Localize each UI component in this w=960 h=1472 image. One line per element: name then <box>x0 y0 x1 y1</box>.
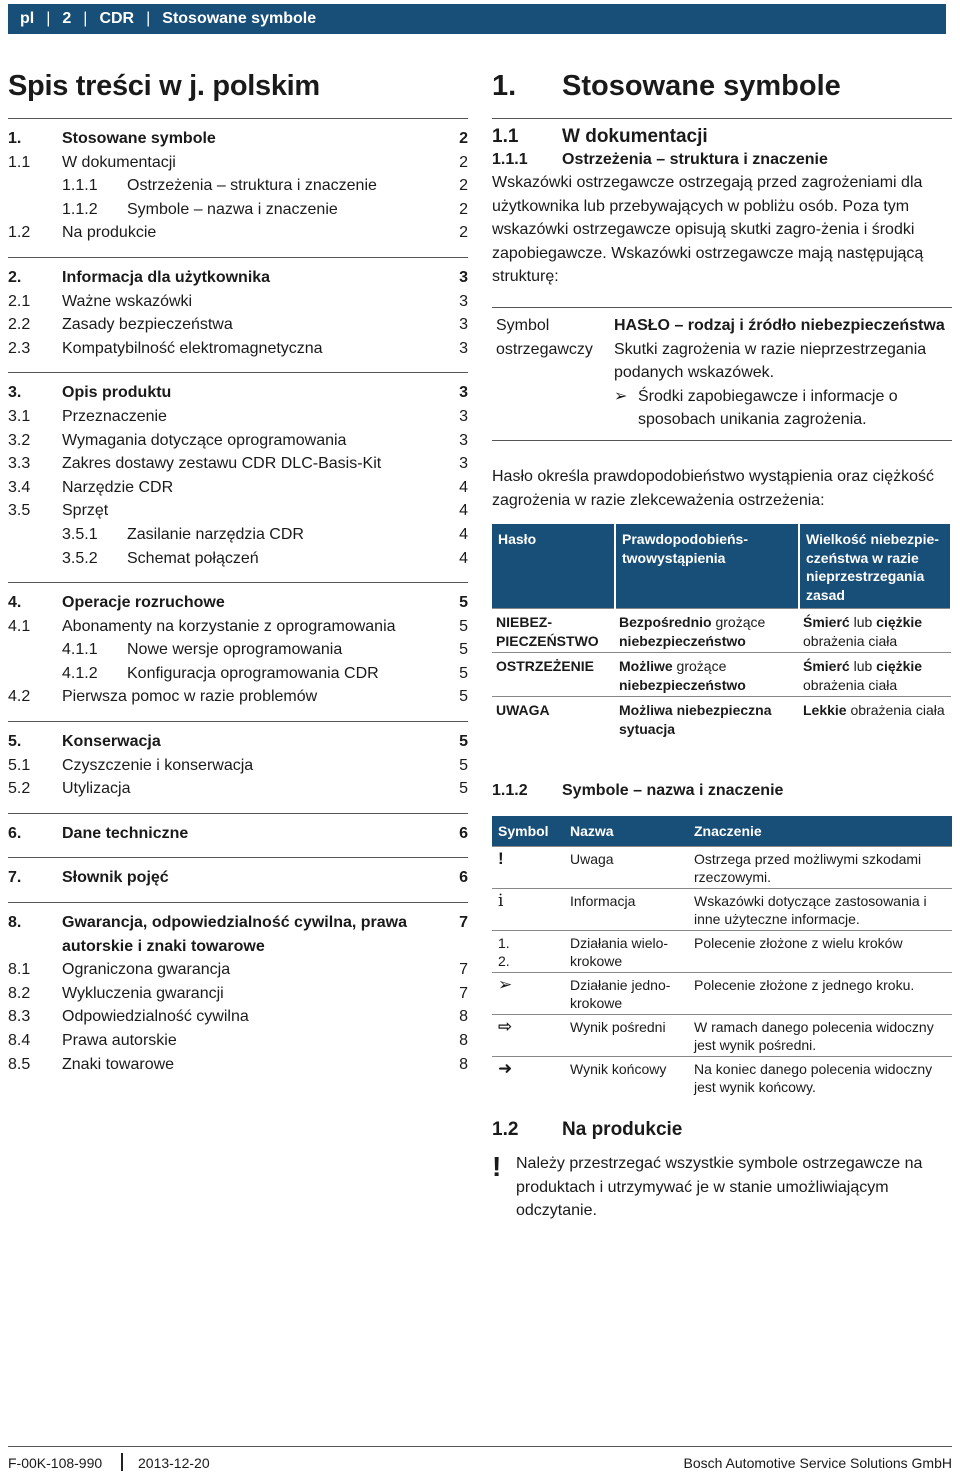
subsubsection-title: Symbole – nazwa i znaczenie <box>562 782 784 800</box>
exclamation-icon: ! <box>492 1151 502 1183</box>
toc-entry[interactable] <box>8 958 468 982</box>
toc-number: 8.4 <box>8 1032 31 1049</box>
probability-text: niebezpieczeństwo <box>619 676 746 693</box>
toc-page: 2 <box>459 153 468 171</box>
toc-entry[interactable] <box>8 662 468 686</box>
header-separator: | <box>83 10 88 27</box>
symbol-meaning: Wskazówki dotyczące zastosowania i inne użyteczne informacje. <box>688 889 952 931</box>
toc-entry[interactable] <box>8 1053 468 1077</box>
toc-page: 3 <box>459 292 468 310</box>
toc-number: 5.2 <box>8 780 31 798</box>
toc-entry[interactable] <box>8 685 468 709</box>
toc-number: 4.2 <box>8 688 31 706</box>
header-lang: pl <box>20 10 35 27</box>
toc-number: 3.3 <box>8 455 31 473</box>
toc-text: Schemat połączeń <box>127 549 259 567</box>
subsection-heading <box>492 1118 952 1142</box>
arrowhead-icon: ➢ <box>498 975 513 995</box>
toc-group <box>8 118 468 257</box>
severity-text: Śmierć <box>803 658 850 675</box>
section-heading <box>492 62 952 110</box>
footer-date: 2013-12-20 <box>138 1455 210 1471</box>
toc-number: 8.1 <box>8 961 31 979</box>
toc-entry[interactable] <box>8 822 468 846</box>
toc-text: Pierwsza pomoc w razie problemów <box>62 688 318 706</box>
probability-text: grożące <box>672 658 727 675</box>
bold-arrow-icon: ➜ <box>498 1059 513 1079</box>
table-row <box>492 653 951 697</box>
warning-symbol-label: Symbol ostrzegawczy <box>496 316 593 358</box>
toc-text: W dokumentacji <box>62 153 176 171</box>
toc-page: 4 <box>459 502 468 520</box>
table-of-contents <box>8 62 468 1088</box>
probability-text: Możliwa <box>619 702 677 719</box>
toc-number: 8.5 <box>8 1055 31 1073</box>
toc-page: 3 <box>459 455 468 473</box>
toc-page: 3 <box>459 431 468 449</box>
toc-number: 8.3 <box>8 1008 31 1026</box>
toc-text: Abonamenty na korzystanie z oprogramowania <box>62 617 396 635</box>
symbol-meaning: Na koniec danego polecenia widoczny jest wynik końcowy. <box>688 1057 952 1099</box>
toc-number: 5. <box>8 733 22 751</box>
signal-word-table <box>492 524 952 740</box>
toc-number: 3.1 <box>8 407 31 425</box>
toc-text: Ostrzeżenia – struktura i znaczenie <box>127 177 377 195</box>
subsection-number: 1.1 <box>492 126 519 147</box>
toc-entry[interactable] <box>8 911 468 958</box>
toc-entry[interactable] <box>8 982 468 1006</box>
symbol-meaning: Polecenie złożone z jednego kroku. <box>688 973 952 1015</box>
toc-text: Znaki towarowe <box>62 1055 175 1073</box>
toc-page: 8 <box>459 1055 468 1073</box>
toc-number: 4.1.2 <box>62 664 98 682</box>
toc-text: Przeznaczenie <box>62 407 167 425</box>
subsubsection-heading <box>492 780 952 802</box>
toc-text: Wymagania dotyczące oprogramowania <box>62 431 347 449</box>
symbol-name: Informacja <box>564 889 688 931</box>
toc-entry[interactable] <box>8 866 468 890</box>
subsubsection-number: 1.1.2 <box>492 782 528 800</box>
symbol-meaning: Polecenie złożone z wielu kroków <box>688 931 952 973</box>
signal-word: NIEBEZ-PIECZEŃSTWO <box>492 609 615 653</box>
symbols-table <box>492 816 952 1098</box>
table-header: Nazwa <box>564 816 688 847</box>
toc-text: Stosowane symbole <box>62 130 216 147</box>
header-separator: | <box>146 10 151 27</box>
toc-text: Gwarancja, odpowiedzialność cywilna, prawa autorskie i znaki towarowe <box>62 914 407 955</box>
header-separator: | <box>46 10 51 27</box>
symbol-name: Działanie jedno-krokowe <box>564 973 688 1015</box>
toc-entry[interactable] <box>8 638 468 662</box>
toc-entry[interactable] <box>8 221 468 245</box>
toc-entry[interactable] <box>8 429 468 453</box>
toc-page: 7 <box>459 961 468 979</box>
warning-measure: Środki zapobiegawcze i informacje o sposobach unikania zagrożenia. <box>638 387 898 429</box>
toc-text: Sprzęt <box>62 502 109 520</box>
section-title: Stosowane symbole <box>562 70 841 102</box>
toc-number: 7. <box>8 869 22 887</box>
toc-entry[interactable] <box>8 730 468 754</box>
toc-entry[interactable] <box>8 381 468 405</box>
toc-text: Narzędzie CDR <box>62 478 174 496</box>
toc-entry[interactable] <box>8 615 468 639</box>
toc-text: Konfiguracja oprogramowania CDR <box>127 664 379 682</box>
subsubsection-number: 1.1.1 <box>492 151 528 168</box>
toc-number: 1.1 <box>8 153 31 171</box>
signal-word: UWAGA <box>492 697 615 741</box>
toc-page: 6 <box>459 824 468 842</box>
numbered-steps-icon: 1. 2. <box>498 935 510 970</box>
severity-cell <box>799 609 951 653</box>
toc-number: 4. <box>8 594 22 612</box>
probability-text: Możliwe <box>619 658 673 675</box>
severity-cell <box>799 653 951 697</box>
severity-text: ciężkie <box>876 658 923 675</box>
table-row <box>492 1015 952 1057</box>
table-row <box>492 931 952 973</box>
probability-text: niebezpieczna sytuacja <box>619 702 772 737</box>
toc-number: 4.1.1 <box>62 641 98 659</box>
toc-group <box>8 721 468 813</box>
probability-cell <box>615 697 799 741</box>
table-row <box>492 973 952 1015</box>
toc-number: 3.4 <box>8 478 31 496</box>
signal-word-paragraph: Hasło określa prawdopodobieństwo wystąpienia oraz ciężkość zagrożenia w razie zlekceważenia ostrzeżenia: <box>492 467 935 509</box>
toc-entry[interactable] <box>8 523 468 547</box>
toc-page: 4 <box>459 525 468 543</box>
toc-number: 2.3 <box>8 339 31 357</box>
toc-entry[interactable] <box>8 198 468 222</box>
product-warning-text: Należy przestrzegać wszystkie symbole ostrzegawcze na produktach i utrzymywać je w stanie umożliwiającym odczytanie. <box>516 1155 923 1220</box>
footer-divider <box>121 1453 123 1471</box>
toc-number: 3.2 <box>8 431 31 449</box>
toc-number: 8. <box>8 914 22 932</box>
subsubsection-title: Ostrzeżenia – struktura i znaczenie <box>562 151 828 168</box>
warning-title: HASŁO – rodzaj i źródło niebezpieczeństwa <box>614 316 945 334</box>
toc-text: Operacje rozruchowe <box>62 594 225 612</box>
toc-group <box>8 813 468 858</box>
toc-number: 1.1.1 <box>62 177 98 195</box>
toc-group <box>8 257 468 372</box>
toc-page: 3 <box>459 268 468 286</box>
toc-page: 2 <box>459 224 468 242</box>
toc-page: 2 <box>459 130 468 147</box>
toc-text: Kompatybilność elektromagnetyczna <box>62 339 323 357</box>
toc-page: 8 <box>459 1008 468 1026</box>
severity-text: lub <box>849 658 877 675</box>
toc-group <box>8 857 468 902</box>
toc-page: 7 <box>459 984 468 1002</box>
toc-entry[interactable] <box>8 1005 468 1029</box>
toc-page: 3 <box>459 339 468 357</box>
toc-number: 2.1 <box>8 292 31 310</box>
toc-number: 3.5.1 <box>62 525 98 543</box>
toc-entry[interactable] <box>8 313 468 337</box>
toc-number: 5.1 <box>8 756 31 774</box>
info-icon: i <box>498 891 504 912</box>
toc-text: Ograniczona gwarancja <box>62 961 231 979</box>
toc-page: 4 <box>459 549 468 567</box>
symbol-name: Działania wielo-krokowe <box>564 931 688 973</box>
toc-text: Nowe wersje oprogramowania <box>127 641 343 659</box>
probability-text: Bezpośrednio <box>619 614 712 631</box>
toc-entry[interactable] <box>8 151 468 175</box>
toc-entry[interactable] <box>8 290 468 314</box>
probability-cell <box>615 653 799 697</box>
toc-text: Na produkcie <box>62 224 157 242</box>
warning-structure-box <box>492 307 952 441</box>
subsection-number: 1.2 <box>492 1119 519 1141</box>
divider <box>492 118 952 119</box>
toc-page: 5 <box>459 688 468 706</box>
toc-number: 1.2 <box>8 224 31 242</box>
toc-text: Prawa autorskie <box>62 1032 177 1049</box>
toc-page: 4 <box>459 478 468 496</box>
header-bar <box>8 4 952 34</box>
toc-text: Konserwacja <box>62 733 161 751</box>
section-number: 1. <box>492 70 517 102</box>
toc-text: Zasady bezpieczeństwa <box>62 316 233 334</box>
toc-entry[interactable] <box>8 754 468 778</box>
toc-page: 2 <box>459 200 468 218</box>
toc-page: 5 <box>459 733 468 751</box>
table-header: Wielkość niebezpie-czeństwa w razie nieprzestrzegania zasad <box>799 524 951 609</box>
toc-text: Odpowiedzialność cywilna <box>62 1008 249 1026</box>
toc-text: Symbole – nazwa i znaczenie <box>127 200 338 218</box>
toc-entry[interactable] <box>8 266 468 290</box>
exclamation-icon: ! <box>498 849 504 869</box>
footer-company: Bosch Automotive Service Solutions GmbH <box>683 1455 952 1471</box>
toc-group <box>8 372 468 582</box>
hollow-arrow-icon: ⇨ <box>498 1017 513 1037</box>
probability-text: niebezpieczeństwo <box>619 632 746 649</box>
toc-entry[interactable] <box>8 1029 468 1053</box>
toc-groups <box>8 118 468 1088</box>
severity-text: Lekkie <box>803 702 847 719</box>
toc-text: Ważne wskazówki <box>62 292 193 310</box>
toc-entry[interactable] <box>8 174 468 198</box>
toc-page: 7 <box>459 914 468 932</box>
toc-text: Słownik pojęć <box>62 869 169 887</box>
severity-text: obrażenia ciała <box>846 702 945 719</box>
toc-entry[interactable] <box>8 499 468 523</box>
toc-number: 1.1.2 <box>62 200 98 218</box>
subsubsection-heading <box>492 149 952 171</box>
page-footer <box>8 1446 952 1471</box>
table-header: Prawdopodobieńs-twowystąpienia <box>615 524 799 609</box>
probability-text: grożące <box>711 614 766 631</box>
product-warning <box>492 1152 952 1223</box>
toc-entry[interactable] <box>8 452 468 476</box>
warning-effect: Skutki zagrożenia w razie nieprzestrzegania podanych wskazówek. <box>614 340 927 382</box>
toc-page: 2 <box>459 177 468 195</box>
severity-text: lub <box>849 614 877 631</box>
symbol-name: Wynik pośredni <box>564 1015 688 1057</box>
signal-word: OSTRZEŻENIE <box>492 653 615 697</box>
table-row <box>492 697 951 741</box>
table-row <box>492 889 952 931</box>
toc-text: Czyszczenie i konserwacja <box>62 756 254 774</box>
content-column <box>492 62 952 1223</box>
header-end-cap <box>946 4 952 34</box>
toc-page: 5 <box>459 780 468 798</box>
toc-number: 2.2 <box>8 316 31 334</box>
table-row <box>492 1057 952 1099</box>
toc-entry[interactable] <box>8 547 468 571</box>
toc-page: 8 <box>459 1032 468 1049</box>
toc-entry[interactable] <box>8 591 468 615</box>
symbol-meaning: W ramach danego polecenia widoczny jest wynik pośredni. <box>688 1015 952 1057</box>
toc-entry[interactable] <box>8 777 468 801</box>
toc-page: 5 <box>459 617 468 635</box>
table-header: Symbol <box>492 816 564 847</box>
table-row <box>492 609 951 653</box>
toc-text: Wykluczenia gwarancji <box>62 984 224 1002</box>
symbol-name: Wynik końcowy <box>564 1057 688 1099</box>
toc-page: 5 <box>459 664 468 682</box>
table-row <box>492 847 952 889</box>
toc-number: 3.5 <box>8 502 31 520</box>
toc-page: 5 <box>459 594 468 612</box>
toc-page: 3 <box>459 384 468 402</box>
toc-number: 4.1 <box>8 617 31 635</box>
severity-cell <box>799 697 951 741</box>
severity-text: obrażenia ciała <box>803 632 898 649</box>
severity-text: obrażenia ciała <box>803 676 898 693</box>
toc-text: Zasilanie narzędzia CDR <box>127 525 304 543</box>
toc-entry[interactable] <box>8 127 468 151</box>
toc-number: 1. <box>8 130 22 147</box>
toc-text: Utylizacja <box>62 780 131 798</box>
footer-doc-number: F-00K-108-990 <box>8 1455 103 1471</box>
toc-title: Spis treści w j. polskim <box>8 70 320 102</box>
severity-text: Śmierć <box>803 614 850 631</box>
toc-text: Opis produktu <box>62 384 172 402</box>
toc-text: Dane techniczne <box>62 824 189 842</box>
toc-page: 3 <box>459 407 468 425</box>
subsection-heading <box>492 125 952 149</box>
toc-page: 5 <box>459 641 468 659</box>
header-product: CDR <box>99 10 135 27</box>
toc-number: 8.2 <box>8 984 31 1002</box>
toc-text: Informacja dla użytkownika <box>62 268 271 286</box>
toc-number: 3.5.2 <box>62 549 98 567</box>
symbol-meaning: Ostrzega przed możliwymi szkodami rzeczowymi. <box>688 847 952 889</box>
toc-entry[interactable] <box>8 405 468 429</box>
toc-page: 3 <box>459 316 468 334</box>
table-header: Znaczenie <box>688 816 952 847</box>
toc-number: 3. <box>8 384 22 402</box>
toc-entry[interactable] <box>8 476 468 500</box>
symbol-name: Uwaga <box>564 847 688 889</box>
toc-number: 2. <box>8 268 22 286</box>
header-page: 2 <box>62 10 72 27</box>
subsection-title: W dokumentacji <box>562 126 708 147</box>
severity-text: ciężkie <box>876 614 923 631</box>
toc-group <box>8 902 468 1088</box>
toc-page: 6 <box>459 869 468 887</box>
arrowhead-icon: ➢ <box>614 387 628 405</box>
toc-page: 5 <box>459 756 468 774</box>
toc-entry[interactable] <box>8 337 468 361</box>
probability-cell <box>615 609 799 653</box>
toc-number: 6. <box>8 824 22 842</box>
toc-text: Zakres dostawy zestawu CDR DLC-Basis-Kit <box>62 455 382 473</box>
subsection-title: Na produkcie <box>562 1119 683 1141</box>
table-header: Hasło <box>492 524 615 609</box>
header-section: Stosowane symbole <box>162 10 317 27</box>
intro-paragraph: Wskazówki ostrzegawcze ostrzegają przed zagrożeniami dla użytkownika lub przebywających w pobliżu osób. Poza tym wskazówki ostrzegawcze opisują skutki zagro-żenia i środki zapobiegawcze. Wskazówki ostrzegawcze mają następującą strukturę: <box>492 174 924 286</box>
toc-group <box>8 582 468 721</box>
